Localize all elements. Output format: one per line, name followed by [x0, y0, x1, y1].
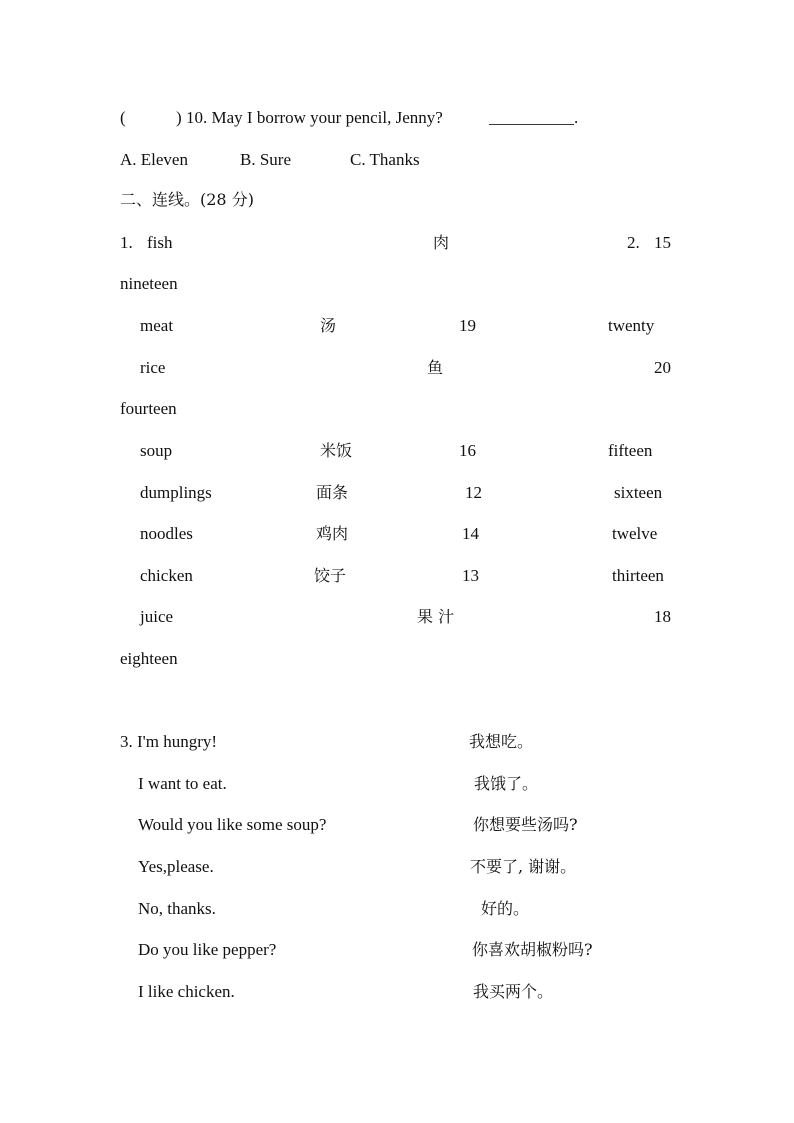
part1-english-item: rice: [140, 358, 166, 377]
part2-number-item: 13: [462, 566, 479, 585]
part3-english-item: I'm hungry!: [137, 732, 218, 751]
part1-chinese-item: 饺子: [314, 566, 347, 585]
part3-chinese-item: 我买两个。: [473, 982, 554, 1001]
q10-question: 10. May I borrow your pencil, Jenny?: [186, 108, 443, 127]
part1-chinese-item: 鸡肉: [316, 524, 349, 543]
part1-english-item: noodles: [140, 524, 193, 543]
part3-english-item: Yes,please.: [138, 857, 214, 876]
part2-word-item: thirteen: [612, 566, 664, 585]
part1-english-item: chicken: [140, 566, 193, 585]
part2-number-item: 15: [654, 233, 671, 252]
part3-chinese-item: 我饿了。: [474, 774, 539, 793]
part1-chinese-item: 鱼: [427, 358, 444, 377]
part2-word-item: fourteen: [120, 399, 177, 418]
part3-english-item: No, thanks.: [138, 899, 216, 918]
q10-option-b: B. Sure: [240, 150, 291, 169]
part3-english-item: Would you like some soup?: [138, 815, 327, 834]
part2-word-item: fifteen: [608, 441, 653, 460]
part2-number-item: 19: [459, 316, 476, 335]
part3-english-item: I like chicken.: [138, 982, 235, 1001]
part2-word-item: nineteen: [120, 274, 178, 293]
part1-english-item: juice: [140, 607, 174, 626]
q10-answer-blank: __________.: [489, 108, 579, 127]
part2-word-item: twelve: [612, 524, 658, 543]
part2-number-item: 14: [462, 524, 479, 543]
part3-chinese-item: 我想吃。: [469, 732, 534, 751]
part1-english-item: soup: [140, 441, 173, 460]
part1-english-item: dumplings: [140, 483, 212, 502]
part3-chinese-item: 不要了, 谢谢。: [470, 857, 577, 876]
part1-chinese-item: 肉: [433, 233, 450, 252]
part2-number-item: 20: [654, 358, 671, 377]
part2-number-item: 16: [459, 441, 476, 460]
part1-chinese-item: 果 汁: [417, 607, 455, 626]
part3-label: 3.: [120, 732, 133, 751]
part3-english-item: Do you like pepper?: [138, 940, 277, 959]
part1-label: 1.: [120, 233, 133, 252]
part2-number-item: 12: [465, 483, 482, 502]
q10-paren-open: (: [120, 108, 126, 127]
section2-title: 二、连线。(28 分): [120, 190, 254, 209]
q10-option-c: C. Thanks: [350, 150, 420, 169]
part1-english-item: meat: [140, 316, 174, 335]
part2-word-item: twenty: [608, 316, 655, 335]
part2-word-item: sixteen: [614, 483, 663, 502]
part2-word-item: eighteen: [120, 649, 178, 668]
part1-english-item: fish: [147, 233, 173, 252]
part2-number-item: 18: [654, 607, 671, 626]
q10-option-a: A. Eleven: [120, 150, 188, 169]
part3-english-item: I want to eat.: [138, 774, 227, 793]
part1-chinese-item: 面条: [316, 483, 349, 502]
part1-chinese-item: 米饭: [320, 441, 353, 460]
part1-chinese-item: 汤: [320, 316, 337, 335]
part3-chinese-item: 好的。: [481, 899, 530, 918]
part3-chinese-item: 你想要些汤吗?: [473, 815, 578, 834]
q10-paren-close: ): [176, 108, 182, 127]
part3-chinese-item: 你喜欢胡椒粉吗?: [472, 940, 593, 959]
part2-label: 2.: [627, 233, 640, 252]
